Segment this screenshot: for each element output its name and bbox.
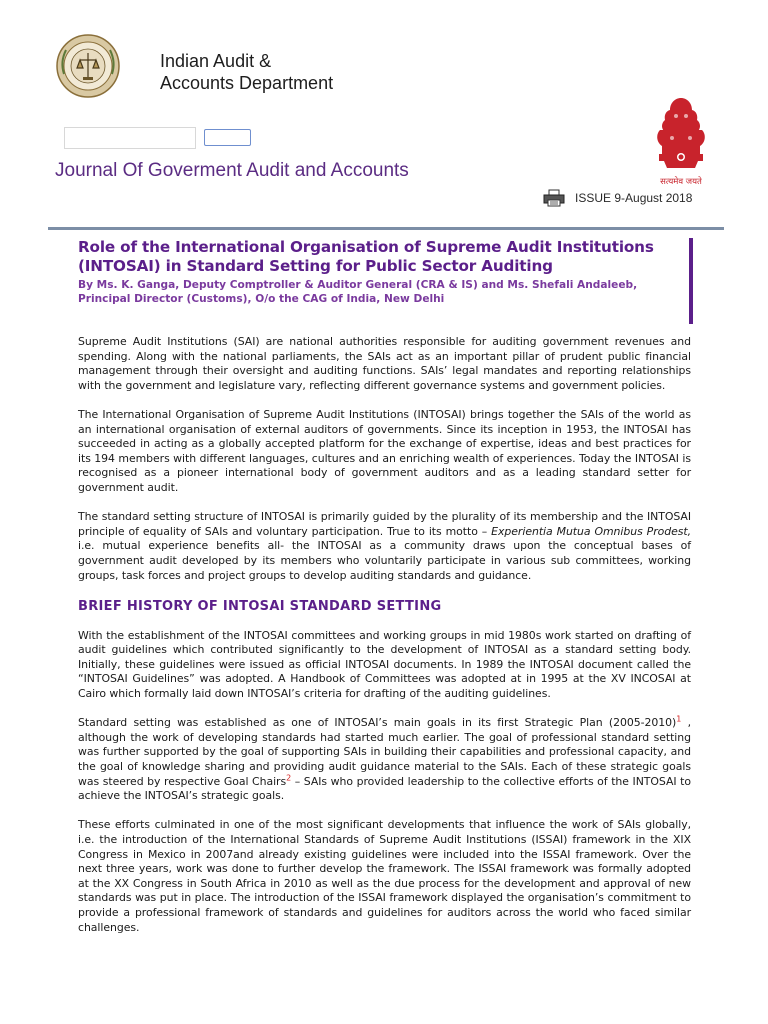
article-header [78,238,693,324]
article-body [78,335,691,950]
paragraph-6: These efforts culminated in one of the most significant developments that influence the work of SAIs globally, i.e. the introduction of the International Standards of Supreme Audit Institutions (ISSAI) framework in the XIX Congress in Mexico in 2007and already existing guidelines were included into the ISSAI framework. Over the next three years, work was done to further develop the framework. The ISSAI framework was formally adopted at the XX Congress in South Africa in 2010 as well as the due process for the development and approval of new standards was put in place. The introduction of the ISSAI framework displayed the organisation’s commitment to provide a professional framework of standards and guidelines for auditors across the world who faced similar challenges. [78,818,691,934]
search-button[interactable] [204,129,251,146]
motto-text: Experientia Mutua Omnibus Prodest, [491,524,692,538]
paragraph-4: With the establishment of the INTOSAI committees and working groups in mid 1980s work started on drafting of audit guidelines which contributed significantly to the development of INTOSAI as a standard setting body. Initially, these guidelines were issued as official INTOSAI documents. In 1989 the INTOSAI document called the “INTOSAI Guidelines” was adopted. A Handbook of Committees was adopted at in 1995 at the XV INCOSAI at Cairo which formally laid down INTOSAI’s criteria for drafting of the auditing guidelines. [78,628,691,701]
byline-line2: Principal Director (Customs), O/o the CAG of India, New Delhi [78,293,445,305]
paragraph-1: Supreme Audit Institutions (SAI) are national authorities responsible for auditing government revenues and spending. Along with the national parliaments, the SAIs act as an important pillar of prudent public financial management through their oversight and auditing functions. SAIs’ legal mandates and reporting relationships with the government and legislature vary, reflecting different governance systems and government policies. [78,335,691,392]
journal-title: Journal Of Goverment Audit and Accounts [55,160,409,181]
footnote-2-link[interactable]: 2 [286,773,292,782]
printer-icon[interactable] [543,189,565,207]
paragraph-5-text-b: , although the work of developing standards had started much earlier. The goal of professional standard setting was further supported by the goal of supporting SAIs in building their capabilities and professional capacity, and the goal of knowledge sharing and providing audit guidance material to the SAIs. Each of these strategic goals was steered by respective Goal Chairs [78,716,692,788]
cag-seal-logo [56,34,120,98]
section-heading: BRIEF HISTORY OF INTOSAI STANDARD SETTING [78,598,442,614]
header-divider [48,227,724,230]
issue-label: ISSUE 9-August 2018 [575,191,693,205]
article-byline [78,278,677,306]
department-name [160,50,333,94]
emblem-motto: सत्यमेव जयते [660,177,702,187]
department-name-line1: Indian Audit & [160,51,272,71]
national-emblem [650,94,712,190]
paragraph-3 [78,510,691,583]
paragraph-3-text-b: i.e. mutual experience benefits all- the INTOSAI as a community draws upon the conceptual bases of government audit developed by its members who voluntarily participate in various sub committees, working groups, task forces and project groups to develop auditing standards and guidance. [78,539,691,582]
department-name-line2: Accounts Department [160,73,334,93]
paragraph-3-text-a: The standard setting structure of INTOSAI is primarily guided by the plurality of its membership and the INTOSAI principle of equality of SAIs and voluntary participation. True to its motto – [78,510,691,538]
byline-line1: By Ms. K. Ganga, Deputy Comptroller & Auditor General (CRA & IS) and Ms. Shefali Andaleeb, [78,279,638,291]
paragraph-5-text-a: Standard setting was established as one of INTOSAI’s main goals in its first Strategic Plan (2005-2010) [78,716,677,730]
paragraph-5-text-c: – SAIs who provided leadership to the collective efforts of the INTOSAI to achieve the INTOSAI’s strategic goals. [78,774,691,803]
footnote-1-link[interactable]: 1 [676,714,682,724]
paragraph-2: The International Organisation of Supreme Audit Institutions (INTOSAI) brings together the SAIs of the world as an international organisation of external auditors of governments. Since its inception in 1953, the INTOSAI has succeeded in acting as a globally accepted platform for the exchange of expertise, ideas and best practices for its 194 members with different languages, cultures and an enriching wealth of experiences. Today the INTOSAI is recognised as a pioneer international body of government auditors and as a leading standard setter for government audit. [78,407,691,494]
search-input[interactable] [64,127,196,149]
article-title: Role of the International Organisation of Supreme Audit Institutions (INTOSAI) in Standard Setting for Public Sector Auditing [78,238,654,275]
issue-row [543,189,692,207]
paragraph-5 [78,716,691,804]
